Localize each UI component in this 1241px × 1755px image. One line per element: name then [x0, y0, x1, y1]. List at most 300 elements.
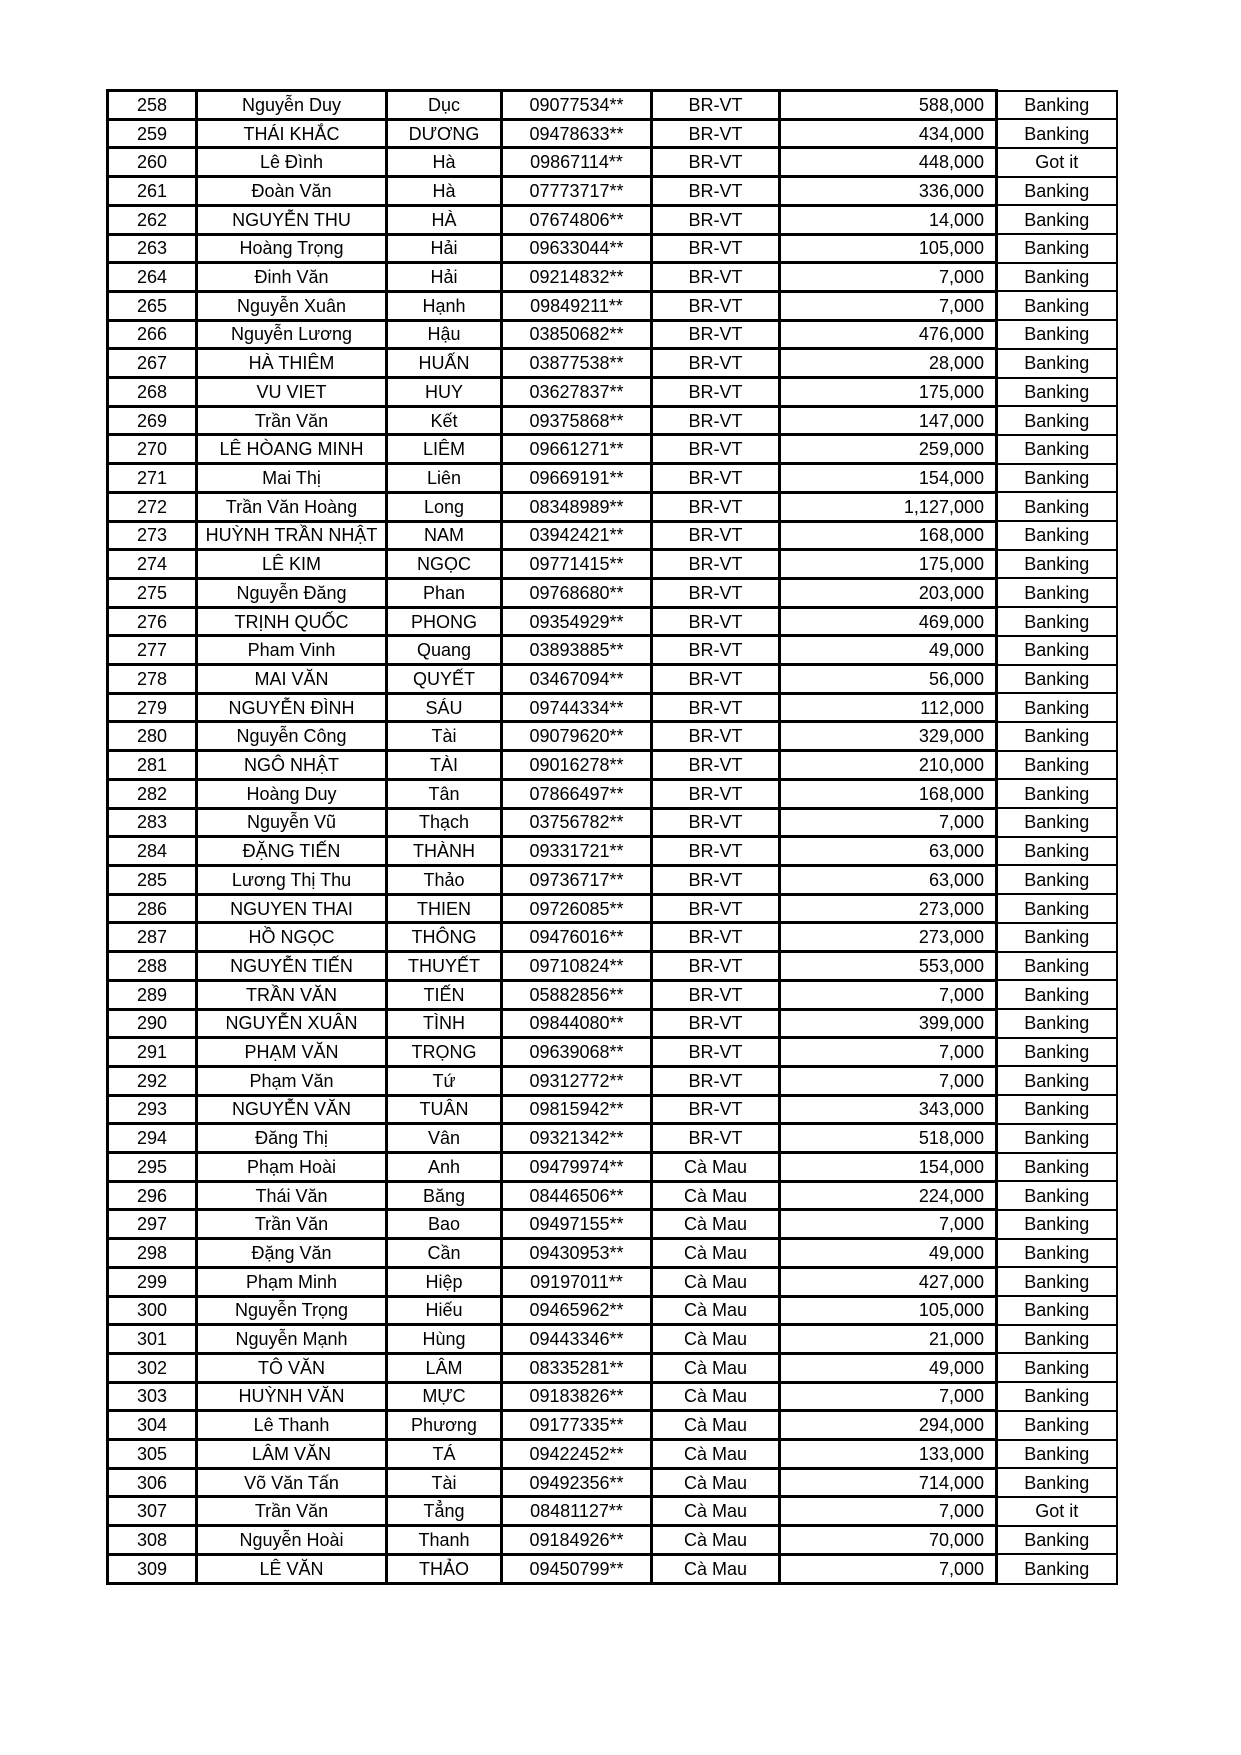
province-cell: BR-VT [652, 923, 780, 952]
table-row [108, 91, 1117, 120]
province-cell: BR-VT [652, 435, 780, 464]
province-cell: BR-VT [652, 779, 780, 808]
index-cell: 265 [108, 291, 197, 320]
amount-cell: 63,000 [780, 837, 997, 866]
last-name-cell: Hạnh [387, 291, 502, 320]
index-cell: 292 [108, 1066, 197, 1095]
phone-cell: 05882856** [502, 980, 652, 1009]
province-cell: BR-VT [652, 722, 780, 751]
amount-cell: 294,000 [780, 1411, 997, 1440]
amount-cell: 7,000 [780, 1382, 997, 1411]
last-name-cell: Phan [387, 578, 502, 607]
phone-cell: 03850682** [502, 320, 652, 349]
amount-cell: 112,000 [780, 693, 997, 722]
phone-cell: 09478633** [502, 119, 652, 148]
last-name-cell: THÀNH [387, 837, 502, 866]
last-name-cell: Cần [387, 1239, 502, 1268]
phone-cell: 09443346** [502, 1325, 652, 1354]
amount-cell: 21,000 [780, 1325, 997, 1354]
phone-cell: 09710824** [502, 952, 652, 981]
phone-cell: 03627837** [502, 378, 652, 407]
province-cell: BR-VT [652, 693, 780, 722]
amount-cell: 49,000 [780, 636, 997, 665]
phone-cell: 07773717** [502, 177, 652, 206]
table-row [108, 693, 1117, 722]
status-cell: Banking [997, 1124, 1117, 1153]
table-row [108, 521, 1117, 550]
status-cell: Banking [997, 1325, 1117, 1354]
amount-cell: 399,000 [780, 1009, 997, 1038]
table-row [108, 435, 1117, 464]
last-name-cell: Phương [387, 1411, 502, 1440]
table-row [108, 1153, 1117, 1182]
first-name-cell: Pham Vinh [197, 636, 387, 665]
table-row [108, 1267, 1117, 1296]
phone-cell: 09849211** [502, 291, 652, 320]
index-cell: 284 [108, 837, 197, 866]
last-name-cell: LÂM [387, 1353, 502, 1382]
province-cell: BR-VT [652, 91, 780, 120]
index-cell: 297 [108, 1210, 197, 1239]
amount-cell: 427,000 [780, 1267, 997, 1296]
status-cell: Banking [997, 492, 1117, 521]
phone-cell: 09197011** [502, 1267, 652, 1296]
amount-cell: 273,000 [780, 894, 997, 923]
status-cell: Banking [997, 263, 1117, 292]
amount-cell: 203,000 [780, 578, 997, 607]
amount-cell: 175,000 [780, 550, 997, 579]
table-row [108, 923, 1117, 952]
status-cell: Banking [997, 808, 1117, 837]
status-cell: Banking [997, 464, 1117, 493]
amount-cell: 105,000 [780, 234, 997, 263]
province-cell: Cà Mau [652, 1440, 780, 1469]
phone-cell: 09214832** [502, 263, 652, 292]
province-cell: BR-VT [652, 320, 780, 349]
index-cell: 269 [108, 406, 197, 435]
first-name-cell: Phạm Minh [197, 1267, 387, 1296]
amount-cell: 518,000 [780, 1124, 997, 1153]
amount-cell: 70,000 [780, 1526, 997, 1555]
amount-cell: 329,000 [780, 722, 997, 751]
first-name-cell: Nguyễn Hoài [197, 1526, 387, 1555]
phone-cell: 08335281** [502, 1353, 652, 1382]
first-name-cell: Trần Văn [197, 1210, 387, 1239]
phone-cell: 09430953** [502, 1239, 652, 1268]
status-cell: Banking [997, 435, 1117, 464]
status-cell: Banking [997, 779, 1117, 808]
first-name-cell: HUỲNH TRẦN NHẬT [197, 521, 387, 550]
phone-cell: 08348989** [502, 492, 652, 521]
province-cell: Cà Mau [652, 1382, 780, 1411]
first-name-cell: Võ Văn Tấn [197, 1468, 387, 1497]
last-name-cell: Hùng [387, 1325, 502, 1354]
amount-cell: 105,000 [780, 1296, 997, 1325]
province-cell: BR-VT [652, 234, 780, 263]
status-cell: Banking [997, 751, 1117, 780]
phone-cell: 09867114** [502, 148, 652, 177]
province-cell: BR-VT [652, 291, 780, 320]
province-cell: BR-VT [652, 865, 780, 894]
index-cell: 304 [108, 1411, 197, 1440]
first-name-cell: TÔ VĂN [197, 1353, 387, 1382]
table-row [108, 1181, 1117, 1210]
index-cell: 262 [108, 205, 197, 234]
index-cell: 306 [108, 1468, 197, 1497]
table-row [108, 894, 1117, 923]
table-row [108, 1526, 1117, 1555]
first-name-cell: Hoàng Trọng [197, 234, 387, 263]
phone-cell: 09312772** [502, 1066, 652, 1095]
index-cell: 291 [108, 1038, 197, 1067]
last-name-cell: Hà [387, 148, 502, 177]
amount-cell: 28,000 [780, 349, 997, 378]
first-name-cell: Lê Đình [197, 148, 387, 177]
phone-cell: 09375868** [502, 406, 652, 435]
status-cell: Got it [997, 148, 1117, 177]
province-cell: Cà Mau [652, 1153, 780, 1182]
status-cell: Banking [997, 521, 1117, 550]
index-cell: 288 [108, 952, 197, 981]
table-row [108, 550, 1117, 579]
index-cell: 260 [108, 148, 197, 177]
index-cell: 279 [108, 693, 197, 722]
index-cell: 273 [108, 521, 197, 550]
province-cell: BR-VT [652, 665, 780, 694]
status-cell: Banking [997, 234, 1117, 263]
last-name-cell: THUYẾT [387, 952, 502, 981]
table-row [108, 1411, 1117, 1440]
amount-cell: 273,000 [780, 923, 997, 952]
index-cell: 281 [108, 751, 197, 780]
table-row [108, 1468, 1117, 1497]
table-row [108, 578, 1117, 607]
status-cell: Banking [997, 665, 1117, 694]
last-name-cell: THIEN [387, 894, 502, 923]
phone-cell: 08446506** [502, 1181, 652, 1210]
province-cell: BR-VT [652, 837, 780, 866]
first-name-cell: NGUYỄN VĂN [197, 1095, 387, 1124]
table-row [108, 177, 1117, 206]
index-cell: 305 [108, 1440, 197, 1469]
last-name-cell: NGỌC [387, 550, 502, 579]
province-cell: BR-VT [652, 492, 780, 521]
status-cell: Banking [997, 1066, 1117, 1095]
amount-cell: 175,000 [780, 378, 997, 407]
table-row [108, 1095, 1117, 1124]
index-cell: 293 [108, 1095, 197, 1124]
status-cell: Banking [997, 1411, 1117, 1440]
table-row [108, 263, 1117, 292]
status-cell: Banking [997, 177, 1117, 206]
index-cell: 259 [108, 119, 197, 148]
phone-cell: 09450799** [502, 1554, 652, 1583]
table-row [108, 1239, 1117, 1268]
province-cell: Cà Mau [652, 1497, 780, 1526]
status-cell: Banking [997, 837, 1117, 866]
province-cell: BR-VT [652, 578, 780, 607]
status-cell: Banking [997, 1181, 1117, 1210]
last-name-cell: Hiếu [387, 1296, 502, 1325]
first-name-cell: Hoàng Duy [197, 779, 387, 808]
phone-cell: 09492356** [502, 1468, 652, 1497]
first-name-cell: Trần Văn [197, 1497, 387, 1526]
amount-cell: 714,000 [780, 1468, 997, 1497]
index-cell: 290 [108, 1009, 197, 1038]
status-cell: Banking [997, 1526, 1117, 1555]
table-row [108, 119, 1117, 148]
phone-cell: 09479974** [502, 1153, 652, 1182]
index-cell: 286 [108, 894, 197, 923]
amount-cell: 553,000 [780, 952, 997, 981]
last-name-cell: THẢO [387, 1554, 502, 1583]
phone-cell: 09079620** [502, 722, 652, 751]
last-name-cell: TRỌNG [387, 1038, 502, 1067]
index-cell: 289 [108, 980, 197, 1009]
province-cell: BR-VT [652, 636, 780, 665]
table-row [108, 378, 1117, 407]
province-cell: BR-VT [652, 808, 780, 837]
table-row [108, 607, 1117, 636]
amount-cell: 49,000 [780, 1353, 997, 1382]
province-cell: BR-VT [652, 751, 780, 780]
first-name-cell: Trần Văn [197, 406, 387, 435]
province-cell: Cà Mau [652, 1296, 780, 1325]
province-cell: BR-VT [652, 894, 780, 923]
index-cell: 278 [108, 665, 197, 694]
table-row [108, 492, 1117, 521]
last-name-cell: Thanh [387, 1526, 502, 1555]
index-cell: 261 [108, 177, 197, 206]
last-name-cell: Quang [387, 636, 502, 665]
status-cell: Banking [997, 1468, 1117, 1497]
province-cell: Cà Mau [652, 1210, 780, 1239]
table-row [108, 1440, 1117, 1469]
index-cell: 303 [108, 1382, 197, 1411]
index-cell: 296 [108, 1181, 197, 1210]
last-name-cell: Thạch [387, 808, 502, 837]
phone-cell: 09639068** [502, 1038, 652, 1067]
table-row [108, 751, 1117, 780]
last-name-cell: MỰC [387, 1382, 502, 1411]
last-name-cell: Hà [387, 177, 502, 206]
amount-cell: 343,000 [780, 1095, 997, 1124]
province-cell: Cà Mau [652, 1181, 780, 1210]
phone-cell: 09771415** [502, 550, 652, 579]
province-cell: BR-VT [652, 1066, 780, 1095]
index-cell: 268 [108, 378, 197, 407]
status-cell: Banking [997, 550, 1117, 579]
amount-cell: 133,000 [780, 1440, 997, 1469]
last-name-cell: Tài [387, 722, 502, 751]
index-cell: 270 [108, 435, 197, 464]
index-cell: 264 [108, 263, 197, 292]
status-cell: Banking [997, 320, 1117, 349]
first-name-cell: Nguyễn Đăng [197, 578, 387, 607]
province-cell: BR-VT [652, 1124, 780, 1153]
province-cell: BR-VT [652, 521, 780, 550]
last-name-cell: Tài [387, 1468, 502, 1497]
index-cell: 307 [108, 1497, 197, 1526]
province-cell: Cà Mau [652, 1526, 780, 1555]
first-name-cell: Nguyễn Duy [197, 91, 387, 120]
status-cell: Banking [997, 1153, 1117, 1182]
last-name-cell: Liên [387, 464, 502, 493]
province-cell: BR-VT [652, 148, 780, 177]
first-name-cell: Đăng Thị [197, 1124, 387, 1153]
province-cell: Cà Mau [652, 1468, 780, 1497]
province-cell: Cà Mau [652, 1554, 780, 1583]
province-cell: BR-VT [652, 406, 780, 435]
table-row [108, 808, 1117, 837]
province-cell: BR-VT [652, 980, 780, 1009]
last-name-cell: Hiệp [387, 1267, 502, 1296]
first-name-cell: Lê Thanh [197, 1411, 387, 1440]
index-cell: 266 [108, 320, 197, 349]
first-name-cell: Trần Văn Hoàng [197, 492, 387, 521]
amount-cell: 7,000 [780, 1554, 997, 1583]
phone-cell: 03893885** [502, 636, 652, 665]
amount-cell: 7,000 [780, 808, 997, 837]
phone-cell: 09476016** [502, 923, 652, 952]
first-name-cell: Lương Thị Thu [197, 865, 387, 894]
first-name-cell: LÊ HÒANG MINH [197, 435, 387, 464]
amount-cell: 7,000 [780, 1038, 997, 1067]
index-cell: 308 [108, 1526, 197, 1555]
last-name-cell: Kết [387, 406, 502, 435]
last-name-cell: Tẳng [387, 1497, 502, 1526]
amount-cell: 56,000 [780, 665, 997, 694]
status-cell: Banking [997, 952, 1117, 981]
table-row [108, 779, 1117, 808]
status-cell: Banking [997, 406, 1117, 435]
table-row [108, 636, 1117, 665]
phone-cell: 09422452** [502, 1440, 652, 1469]
index-cell: 298 [108, 1239, 197, 1268]
amount-cell: 224,000 [780, 1181, 997, 1210]
table-body [108, 91, 1117, 1584]
status-cell: Banking [997, 1095, 1117, 1124]
province-cell: BR-VT [652, 119, 780, 148]
last-name-cell: Dục [387, 91, 502, 120]
province-cell: BR-VT [652, 349, 780, 378]
phone-cell: 03467094** [502, 665, 652, 694]
first-name-cell: Đặng Văn [197, 1239, 387, 1268]
status-cell: Banking [997, 607, 1117, 636]
status-cell: Banking [997, 1382, 1117, 1411]
status-cell: Banking [997, 923, 1117, 952]
phone-cell: 03942421** [502, 521, 652, 550]
index-cell: 309 [108, 1554, 197, 1583]
province-cell: Cà Mau [652, 1353, 780, 1382]
last-name-cell: THÔNG [387, 923, 502, 952]
first-name-cell: Nguyễn Xuân [197, 291, 387, 320]
phone-cell: 08481127** [502, 1497, 652, 1526]
table-row [108, 865, 1117, 894]
phone-cell: 09321342** [502, 1124, 652, 1153]
status-cell: Banking [997, 1267, 1117, 1296]
table-row [108, 1325, 1117, 1354]
index-cell: 287 [108, 923, 197, 952]
last-name-cell: HUẤN [387, 349, 502, 378]
last-name-cell: NAM [387, 521, 502, 550]
first-name-cell: NGUYỄN THU [197, 205, 387, 234]
amount-cell: 7,000 [780, 1066, 997, 1095]
amount-cell: 154,000 [780, 1153, 997, 1182]
status-cell: Banking [997, 119, 1117, 148]
first-name-cell: NGUYỄN TIẾN [197, 952, 387, 981]
province-cell: BR-VT [652, 1095, 780, 1124]
province-cell: BR-VT [652, 263, 780, 292]
index-cell: 267 [108, 349, 197, 378]
first-name-cell: HÀ THIÊM [197, 349, 387, 378]
first-name-cell: ĐẶNG TIẾN [197, 837, 387, 866]
last-name-cell: Thảo [387, 865, 502, 894]
last-name-cell: Tứ [387, 1066, 502, 1095]
last-name-cell: Băng [387, 1181, 502, 1210]
province-cell: BR-VT [652, 177, 780, 206]
index-cell: 274 [108, 550, 197, 579]
province-cell: BR-VT [652, 378, 780, 407]
amount-cell: 210,000 [780, 751, 997, 780]
index-cell: 285 [108, 865, 197, 894]
last-name-cell: Hải [387, 234, 502, 263]
table-row [108, 205, 1117, 234]
amount-cell: 7,000 [780, 1210, 997, 1239]
first-name-cell: PHẠM VĂN [197, 1038, 387, 1067]
province-cell: Cà Mau [652, 1325, 780, 1354]
table-row [108, 1382, 1117, 1411]
phone-cell: 09744334** [502, 693, 652, 722]
status-cell: Banking [997, 1440, 1117, 1469]
last-name-cell: PHONG [387, 607, 502, 636]
amount-cell: 448,000 [780, 148, 997, 177]
province-cell: BR-VT [652, 1038, 780, 1067]
first-name-cell: HỒ NGỌC [197, 923, 387, 952]
first-name-cell: Phạm Hoài [197, 1153, 387, 1182]
first-name-cell: Mai Thị [197, 464, 387, 493]
amount-cell: 14,000 [780, 205, 997, 234]
first-name-cell: Đoàn Văn [197, 177, 387, 206]
index-cell: 275 [108, 578, 197, 607]
phone-cell: 07674806** [502, 205, 652, 234]
first-name-cell: Nguyễn Trọng [197, 1296, 387, 1325]
amount-cell: 154,000 [780, 464, 997, 493]
phone-cell: 09016278** [502, 751, 652, 780]
table-row [108, 349, 1117, 378]
amount-cell: 7,000 [780, 291, 997, 320]
index-cell: 301 [108, 1325, 197, 1354]
table-row [108, 1038, 1117, 1067]
index-cell: 280 [108, 722, 197, 751]
last-name-cell: SÁU [387, 693, 502, 722]
table-row [108, 1353, 1117, 1382]
last-name-cell: Hậu [387, 320, 502, 349]
last-name-cell: TUÂN [387, 1095, 502, 1124]
table-row [108, 722, 1117, 751]
phone-cell: 09465962** [502, 1296, 652, 1325]
province-cell: BR-VT [652, 550, 780, 579]
table-row [108, 665, 1117, 694]
last-name-cell: TÀI [387, 751, 502, 780]
phone-cell: 09177335** [502, 1411, 652, 1440]
status-cell: Banking [997, 349, 1117, 378]
amount-cell: 434,000 [780, 119, 997, 148]
phone-cell: 09497155** [502, 1210, 652, 1239]
status-cell: Banking [997, 378, 1117, 407]
last-name-cell: QUYẾT [387, 665, 502, 694]
amount-cell: 147,000 [780, 406, 997, 435]
